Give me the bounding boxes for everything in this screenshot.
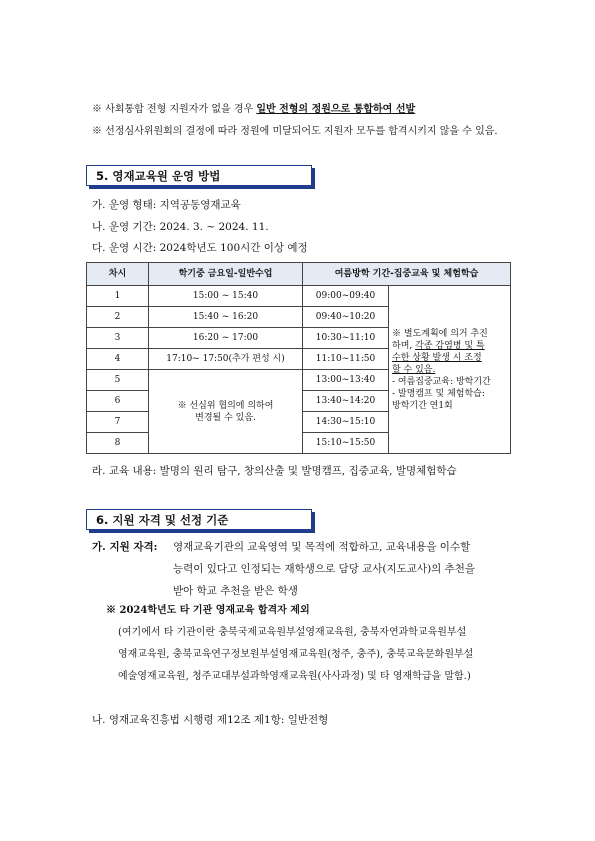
friday-time: 15:40 ~ 16:20 <box>149 307 303 328</box>
session-no: 2 <box>87 307 149 328</box>
side-note-text: 하며, <box>392 340 416 351</box>
exclusion-line-3: 예술영재교육원, 청주교대부설과학영재교육원(사사과정) 및 타 영재학급을 말함.) <box>118 671 471 682</box>
education-content: 라. 교육 내용: 발명의 원리 탐구, 창의산출 및 발명캠프, 집중교육, 발명체험학습 <box>92 465 457 477</box>
friday-time: 17:10~ 17:50(추가 편성 시) <box>149 349 303 370</box>
summer-time: 14:30~15:10 <box>303 412 389 433</box>
side-note-line: 방학기간 연1회 <box>392 400 453 411</box>
schedule-header-row <box>87 263 511 286</box>
exclusion-note: ※ 2024학년도 타 기관 영재교육 합격자 제외 <box>106 605 310 616</box>
header-friday: 학기중 금요일-일반수업 <box>149 263 303 286</box>
side-note-line <box>392 364 507 376</box>
general-selection: 나. 영재교육진흥법 시행령 제12조 제1항: 일반전형 <box>92 714 329 726</box>
summer-time: 10:30~11:10 <box>303 328 389 349</box>
side-note-line: ※ 별도계획에 의거 추진 <box>392 328 488 339</box>
header-session: 차시 <box>87 263 149 286</box>
side-note-underline: 각종 감염병 및 특 <box>415 340 485 351</box>
summer-time: 11:10~11:50 <box>303 349 389 370</box>
friday-time: 15:00 ~ 15:40 <box>149 286 303 307</box>
side-note-line: - 발명캠프 및 체험학습: <box>392 388 485 399</box>
note-screening: ※ 선정심사위원회의 결정에 따라 정원에 미달되어도 지원자 모두를 합격시키지 않을 수 있음. <box>92 126 498 137</box>
session-no: 6 <box>87 391 149 412</box>
side-note-line: - 여름집중교육: 방학기간 <box>392 376 491 387</box>
exclusion-line-2: 영재교육원, 충북교육연구정보원부설영재교육원(청주, 충주), 충북교육문화원부설 <box>118 649 474 660</box>
section6-title: 6. 지원 자격 및 선정 기준 <box>96 513 229 527</box>
section6-title-box <box>86 509 312 530</box>
operation-type: 가. 운영 형태: 지역공동영재교육 <box>92 199 241 211</box>
side-note-line <box>392 352 507 364</box>
operation-hours: 다. 운영 시간: 2024학년도 100시간 이상 예정 <box>92 242 308 254</box>
summer-time: 15:10~15:50 <box>303 433 389 454</box>
summer-time: 09:00~09:40 <box>303 286 389 307</box>
side-note-underline: 할 수 있음. <box>392 364 436 375</box>
table-row <box>87 286 511 307</box>
note-integration <box>92 100 415 115</box>
schedule-table <box>86 262 511 454</box>
section5-title-box <box>86 165 312 186</box>
header-summer: 여름방학 기간-집중교육 및 체험학습 <box>303 263 511 286</box>
session-no: 5 <box>87 370 149 391</box>
note-integration-emphasis: 일반 전형의 정원으로 통합하여 선발 <box>256 104 416 115</box>
eligibility-label: 가. 지원 자격: <box>92 541 158 553</box>
session-no: 4 <box>87 349 149 370</box>
friday-merged-note <box>149 370 303 454</box>
session-no: 1 <box>87 286 149 307</box>
operation-period: 나. 운영 기간: 2024. 3. ~ 2024. 11. <box>92 221 269 233</box>
merged-note-line: ※ 선심위 협의에 의하여 <box>177 400 274 411</box>
side-note-line <box>392 340 507 352</box>
merged-note-line: 변경될 수 있음. <box>195 412 256 423</box>
eligibility-line-2: 능력이 있다고 인정되는 재학생으로 담당 교사(지도교사)의 추천을 <box>173 563 476 575</box>
summer-time: 13:40~14:20 <box>303 391 389 412</box>
side-note-underline: 수한 상황 발생 시 조정 <box>392 352 482 363</box>
summer-time: 13:00~13:40 <box>303 370 389 391</box>
session-no: 7 <box>87 412 149 433</box>
section5-title: 5. 영재교육원 운영 방법 <box>96 169 221 183</box>
friday-time: 16:20 ~ 17:00 <box>149 328 303 349</box>
eligibility-line-3: 받아 학교 추천을 받은 학생 <box>173 585 298 597</box>
summer-plan-note <box>389 286 511 454</box>
session-no: 8 <box>87 433 149 454</box>
exclusion-line-1: (여기에서 타 기관이란 충북국제교육원부설영재교육원, 충북자연과학교육원부설 <box>118 627 467 638</box>
eligibility-line-1: 영재교육기관의 교육영역 및 목적에 적합하고, 교육내용을 이수할 <box>173 541 471 553</box>
session-no: 3 <box>87 328 149 349</box>
summer-time: 09:40~10:20 <box>303 307 389 328</box>
note-integration-text: ※ 사회통합 전형 지원자가 없을 경우 <box>92 104 257 115</box>
